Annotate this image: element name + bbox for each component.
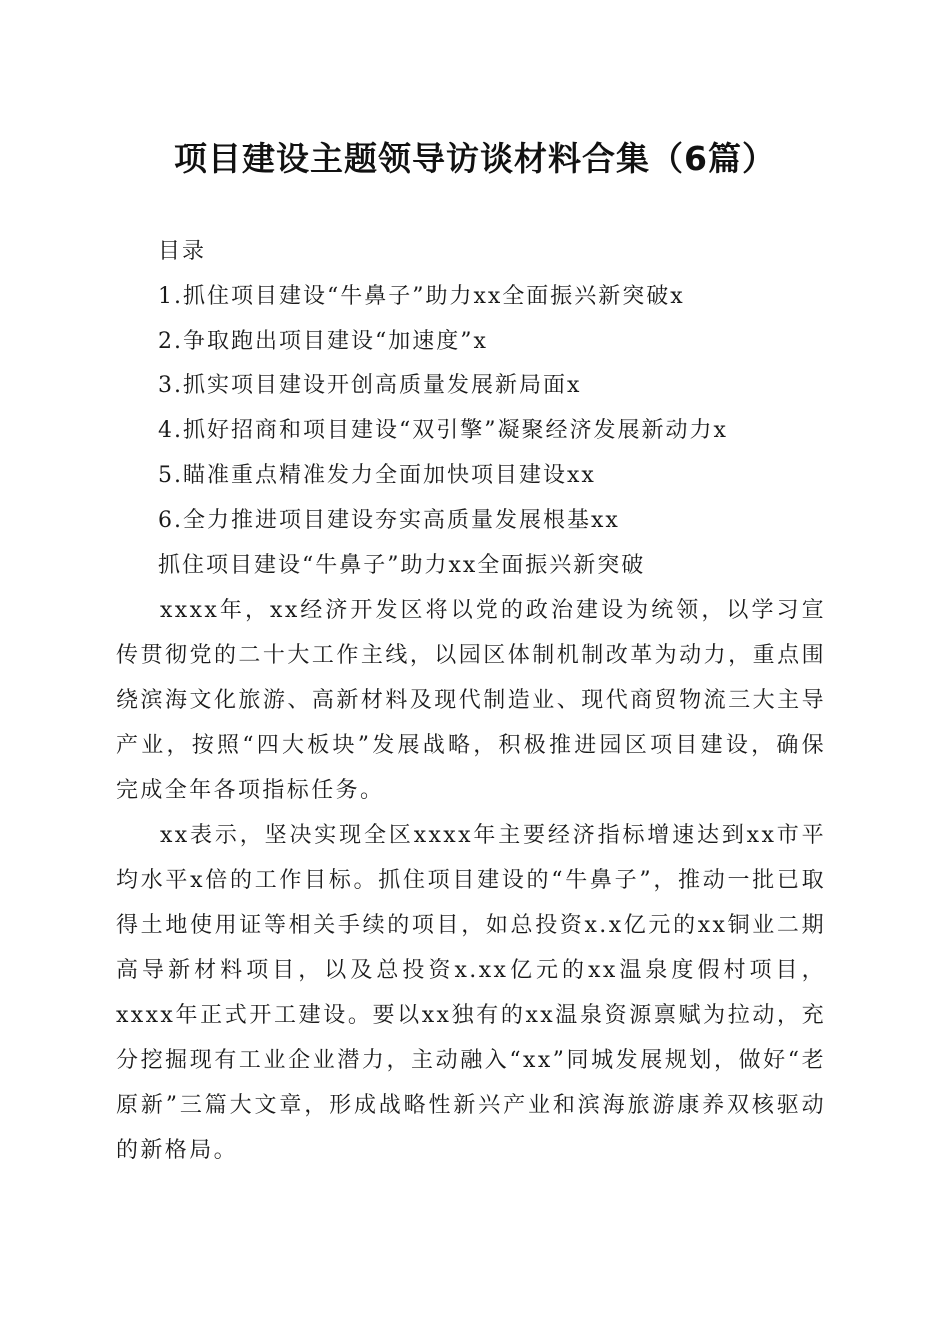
toc-item: 6.全力推进项目建设夯实高质量发展根基xx: [158, 507, 620, 533]
body-paragraph: xxxx年，xx经济开发区将以党的政治建设为统领，以学习宣传贯彻党的二十大工作主线，以园区体制机制改革为动力，重点围绕滨海文化旅游、高新材料及现代制造业、现代商贸物流三大主导产业，按照“四大板块”发展战略，积极推进园区项目建设，确保完成全年各项指标任务。: [116, 598, 826, 803]
toc-item: 1.抓住项目建设“牛鼻子”助力xx全面振兴新突破x: [158, 283, 685, 309]
toc-item: 4.抓好招商和项目建设“双引擎”凝聚经济发展新动力x: [158, 418, 728, 444]
article-body: [116, 588, 826, 1173]
toc-heading: 目录: [158, 239, 207, 264]
toc-item: 3.抓实项目建设开创高质量发展新局面x: [158, 373, 582, 399]
toc-item: 2.争取跑出项目建设“加速度”x: [158, 328, 488, 354]
body-paragraph: xx表示，坚决实现全区xxxx年主要经济指标增速达到xx市平均水平x倍的工作目标。抓住项目建设的“牛鼻子”，推动一批已取得土地使用证等相关手续的项目，如总投资x.x亿元的xx铜业二期高导新材料项目，以及总投资x.xx亿元的xx温泉度假村项目，xxxx年正式开工建设。要以xx独有的xx温泉资源禀赋为拉动，充分挖掘现有工业企业潜力，主动融入“xx”同城发展规划，做好“老原新”三篇大文章，形成战略性新兴产业和滨海旅游康养双核驱动的新格局。: [116, 823, 826, 1163]
table-of-contents: [158, 230, 858, 588]
document-title: 项目建设主题领导访谈材料合集（6篇）: [174, 139, 776, 178]
section-title: 抓住项目建设“牛鼻子”助力xx全面振兴新突破: [158, 552, 646, 578]
toc-item: 5.瞄准重点精准发力全面加快项目建设xx: [158, 462, 596, 488]
